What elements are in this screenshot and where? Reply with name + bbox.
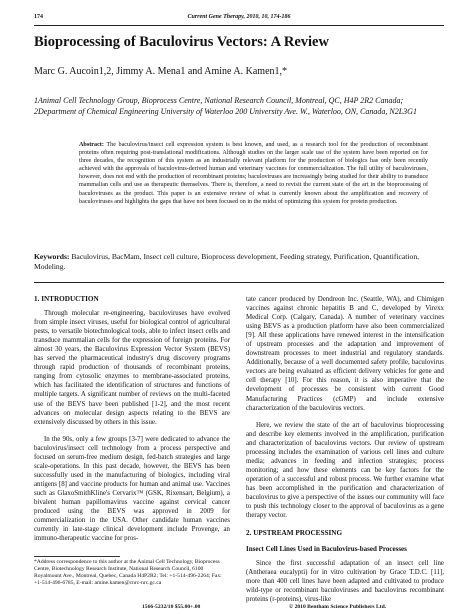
keywords-label: Keywords: <box>34 252 70 261</box>
keywords-text: Baculovirus, BacMam, Insect cell culture, Bioprocess development, Feeding strategy, Purification, Quantification, Modeling. <box>34 252 420 271</box>
footnote-rule <box>34 556 120 557</box>
section-heading-upstream: 2. UPSTREAM PROCESSING <box>246 529 343 538</box>
abstract <box>79 141 428 206</box>
paragraph: Through molecular re-engineering, baculoviruses have evolved from simple insect viruses, useful for biological control of agricultural pests, to versatile biotechnological tools, able to infect insect cells and transduce mammalian cells for the expression of foreign proteins. For almost 30 years, the Baculovirus Expression Vector System (BEVS) has served the pharmaceutical industry's drug discovery programs through rapid production of thousands of recombinant proteins, ranging from cytosolic enzymes to membrane-associated proteins, which has facilitated the identification of structures and functions of multiple targets. A significant number of reviews on the multi-faceted use of the BEVS have been published [1-2], and the most recent advances on molecular design aspects relating to the BEVS are extensively discussed by others in this issue. <box>34 310 230 426</box>
issn-price: 1566-5232/10 $55.00+.00 <box>142 604 201 610</box>
abstract-label: Abstract: <box>79 142 104 148</box>
abstract-text: The baculovirus/insect cell expression system is best known, and used, as a research tool for the production of recombinant proteins often requiring post-translational modifications. Although studies on the larger scale use of the system have been reported on for three decades, the recognition of this system as an industrially relevant platform for the production of biologics has only been recently achieved with the approvals of baculovirus-derived human and veterinary vaccines for commercialization. The full utility of baculoviruses, however, does not end with the production of recombinant proteins; baculoviruses are increasingly being studied for their ability to transduce mammalian cells and use as therapeutic themselves. There is, therefore, a need to revisit the current state of the art in the bioprocessing of baculoviruses as the product. This paper is an extensive review of what is currently known about the amplification and recovery of baculoviruses and highlights the gaps that have not been focused on in the midst of optimizing this system for protein production. <box>79 142 428 205</box>
copyright: © 2010 Bentham Science Publishers Ltd. <box>289 604 387 610</box>
paragraph: tate cancer produced by Dendreon Inc. (Seattle, WA), and Chimigen vaccines against chronic hepatitis B and C, developed by Virexx Medical Corp. (Calgary, Canada). A number of veterinary vaccines using BEVS as a production platform have also been commercialized [9]. All these applications have renewed interest in the intensification of upstream processes and the adaptation and improvement of downstream processes to meet industrial and regulatory standards. Additionally, because of a well documented safety profile, baculovirus vectors are being evaluated as efficient delivery vehicles for gene and cell therapy [10]. For this reason, it is also imperative that the development of processes be consistent with current Good Manufacturing Practices (cGMP) and include extensive characterization of the baculovirus vectors. <box>246 296 444 412</box>
keywords <box>34 252 444 272</box>
article-title: Bioprocessing of Baculovirus Vectors: A Review <box>34 34 329 50</box>
running-head <box>34 14 444 24</box>
author-list: Marc G. Aucoin1,2, Jimmy A. Mena1 and Amine A. Kamen1,* <box>34 66 288 77</box>
subsection-heading: Insect Cell Lines Used in Baculovirus-based Processes <box>246 545 407 554</box>
paragraph: Since the first successful adaptation of an insect cell line (Antheraea eucalypti) for in vitro cultivation by Grace T.D.C. [11], more than 400 cell lines have been adapted and cultivated to produce wild-type or recombinant baculoviruses and baculovirus recombinant proteins (r-proteins), virus-like <box>246 560 444 604</box>
journal-citation: Current Gene Therapy, 2010, 10, 174-186 <box>187 14 291 20</box>
left-column <box>34 295 230 543</box>
affiliations <box>34 96 444 117</box>
keywords-rule <box>34 282 444 283</box>
affiliation-1: 1Animal Cell Technology Group, Bioprocess Centre, National Research Council, Montreal, QC, H4P 2R2 Canada; <box>34 96 404 105</box>
header-rule <box>34 25 444 26</box>
paragraph: In the 90s, only a few groups [3-7] were dedicated to advance the baculovirus/insect cell technology from a process perspective and focused on serum-free medium design, fed-batch strategies and large scale-operations. In this past decade, however, the BEVS has been successfully used in the manufacturing of biologics, including viral antigens [8] and vaccine products for human and animal use. Vaccines such as GlaxoSmithKline's Cervarix™ (GSK, Rixensart, Belgium), a bivalent human papillomavirus vaccine against cervical cancer produced using the BEVS was approved in 2009 for commercialization in the USA. Other candidate human vaccines currently in late-stage clinical development include Provenge, an immuno-therapeutic vaccine for pros- <box>34 435 230 543</box>
affiliation-2: 2Department of Chemical Engineering University of Waterloo 200 University Ave. W., Waterloo, ON, Canada, N2L3G1 <box>34 106 417 116</box>
right-column <box>246 295 444 604</box>
section-heading-introduction: 1. INTRODUCTION <box>34 295 99 303</box>
paragraph: Here, we review the state of the art of baculovirus bioprocessing and describe key elements involved in the amplification, purification and characterization of baculovirus vectors. Our review of upstream processing includes the examination of various cell lines and culture media; advances in feeding and infection strategies; process monitoring; and how these elements can be key factors for the operation of a successful and robust process. We further examine what has been accomplished in the purification and characterization of baculovirus to give a perspective of the issues our community will face to push this technology closer to the approval of baculovirus as a gene therapy vector. <box>246 421 444 520</box>
page-number: 174 <box>34 14 43 20</box>
correspondence-footnote: *Address correspondence to this author at the Animal Cell Technology, Bioprocess Centre, Biotechnology Research Institute, National Research Council, 6100 Royalmount Ave., Montreal, Quebec, Canada H4P2R2; Tel: +1-514-496-2264; Fax: +1-514-496-6785, E-mail: amine.kamen@cnrc-nrc.gc.ca <box>34 559 222 587</box>
